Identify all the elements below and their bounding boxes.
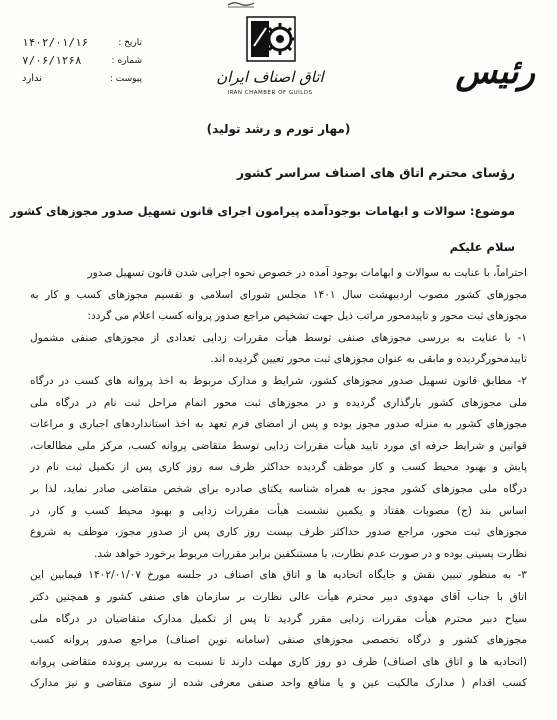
body-line: (اتحادیه ها و اتاق های اصناف) ظرف دو روز کاری مهلت دارند تا نسبت به بررسی پرونده متقاضی پروانه bbox=[30, 655, 527, 668]
meta-label: شماره : bbox=[111, 56, 142, 66]
body-line: ۲- مطابق قانون تسهیل صدور مجوزهای کشور، شرایط و مدارک مربوط به اخذ پروانه های کسب در درگاه bbox=[30, 374, 527, 387]
meta-label: پیوست : bbox=[109, 74, 142, 84]
body-line: پایش و بهبود محیط کسب و کار موظف گردیده حداکثر ظرف سه روز کاری پس از تکمیل ثبت نام در bbox=[30, 461, 527, 474]
body-line: تاییدمحورگردیده و مابقی به عنوان مجوزهای ثبت محور تعیین گردیده اند. bbox=[210, 353, 527, 366]
logo-persian-text: اتاق اصناف ایران bbox=[216, 68, 324, 86]
letter-meta bbox=[22, 34, 142, 88]
body-line: قوانین و شرایط حرفه ای مورد تایید هیأت مقررات زدایی توسط متقاضی پروانه کسب، مرکز ملی مطالعات، bbox=[30, 439, 527, 452]
body-line: مجوزهای کشور به منزله صدور مجوز بوده و پس از امضای فرم تعهد به اخذ استانداردهای اجباری و مراعات bbox=[30, 418, 527, 431]
greeting: سلام علیکم bbox=[449, 240, 515, 254]
body-line: سیاح دبیر محترم هیأت مقررات زدایی مقرر گردید تا پس از تکمیل مدارک متقاضیان در درگاه ملی bbox=[30, 612, 527, 625]
recipients-line: رؤسای محترم اتاق های اصناف سراسر کشور bbox=[236, 165, 515, 180]
logo-english-text: IRAN CHAMBER OF GUILDS bbox=[227, 90, 313, 96]
body-line: نظارت پسینی بوده و در صورت عدم نظارت، با مستنکفین برابر مقررات مربوط برخورد خواهد شد. bbox=[93, 547, 527, 560]
body-line: مجوزهای کشور مصوب اردیبهشت سال ۱۴۰۱ مجلس شورای اسلامی و تقسیم مجوزهای کسب و کار به bbox=[30, 288, 527, 301]
letterhead-mark-icon bbox=[226, 0, 256, 8]
chamber-logo bbox=[200, 8, 340, 108]
meta-attachment bbox=[22, 70, 142, 88]
body-line: ملی مجوزهای کشور بارگذاری گردیده و در مجوزهای ثبت محور اتمام مراحل ثبت نام در درگاه ملی bbox=[30, 396, 527, 409]
meta-value: ندارد bbox=[22, 73, 43, 84]
body-line: درگاه ملی مجوزهای کشور مجوز به همراه شناسه یکتای صادره برای شخص متقاضی صادر نماید، لذا بر bbox=[30, 482, 527, 495]
subject-line: موضوع: سوالات و ابهامات بوجودآمده پیرامون اجرای قانون تسهیل صدور مجوزهای کشور bbox=[9, 204, 515, 218]
body-line: کسب اقدام ( مدارک مالکیت عین و یا منافع واحد صنفی معرفی شده از سوی متقاضی و نیز مدارک bbox=[30, 677, 527, 690]
meta-value: ۱۴۰۲/۰۱/۱۶ bbox=[22, 36, 89, 49]
body-line: ۳- به منظور تبیین نقش و جایگاه اتحادیه ها و اتاق های اصناف در جلسه مورخ ۱۴۰۲/۰۱/۰۷ فیمابین این bbox=[30, 569, 527, 582]
body-line: احتراماً، با عنایت به سوالات و ابهامات بوجود آمده در خصوص نحوه اجرایی شدن قانون تسهیل صدور bbox=[87, 267, 527, 279]
guild-emblem-icon bbox=[246, 16, 296, 62]
body-line: مجوزهای کشور و درگاه تخصصی مجوزهای صنفی (سامانه نوین اصناف) مراجع صدور پروانه کسب bbox=[30, 634, 527, 647]
body-line: مجوزهای ثبت محور، مراجع صدور حداکثر ظرف بیست روز کاری پس از صدور مجوز، موظف به شروع bbox=[30, 526, 527, 539]
letter-body bbox=[30, 263, 527, 695]
body-line: مجوزهای ثبت محور و تاییدمحور مراتب ذیل جهت تشخیص مراجع صدور پروانه کسب اعلام می گردد: bbox=[87, 310, 527, 323]
meta-value: ۷/۰۶/۱۲۶۸ bbox=[22, 54, 82, 67]
body-line: اساس بند (ج) مصوبات هفتاد و یکمین نشست هیأت مقررات زدایی و بهبود محیط کسب و کار، در bbox=[30, 504, 527, 517]
meta-number bbox=[22, 52, 142, 70]
slogan-stamp: (مهار تورم و رشد تولید) bbox=[206, 122, 351, 136]
meta-date bbox=[22, 34, 142, 52]
letter-title: رئیس bbox=[455, 52, 535, 92]
meta-label: تاریخ : bbox=[118, 38, 142, 48]
body-line: ۱- با عنایت به بررسی مجوزهای صنفی توسط هیأت مقررات زدایی تعدادی از مجوزهای صنفی مشمول bbox=[30, 331, 527, 344]
body-line: اتاق با جناب آقای مهدوی دبیر محترم هیأت عالی نظارت بر سازمان های صنفی کشور و همچنین دکتر bbox=[30, 590, 527, 603]
